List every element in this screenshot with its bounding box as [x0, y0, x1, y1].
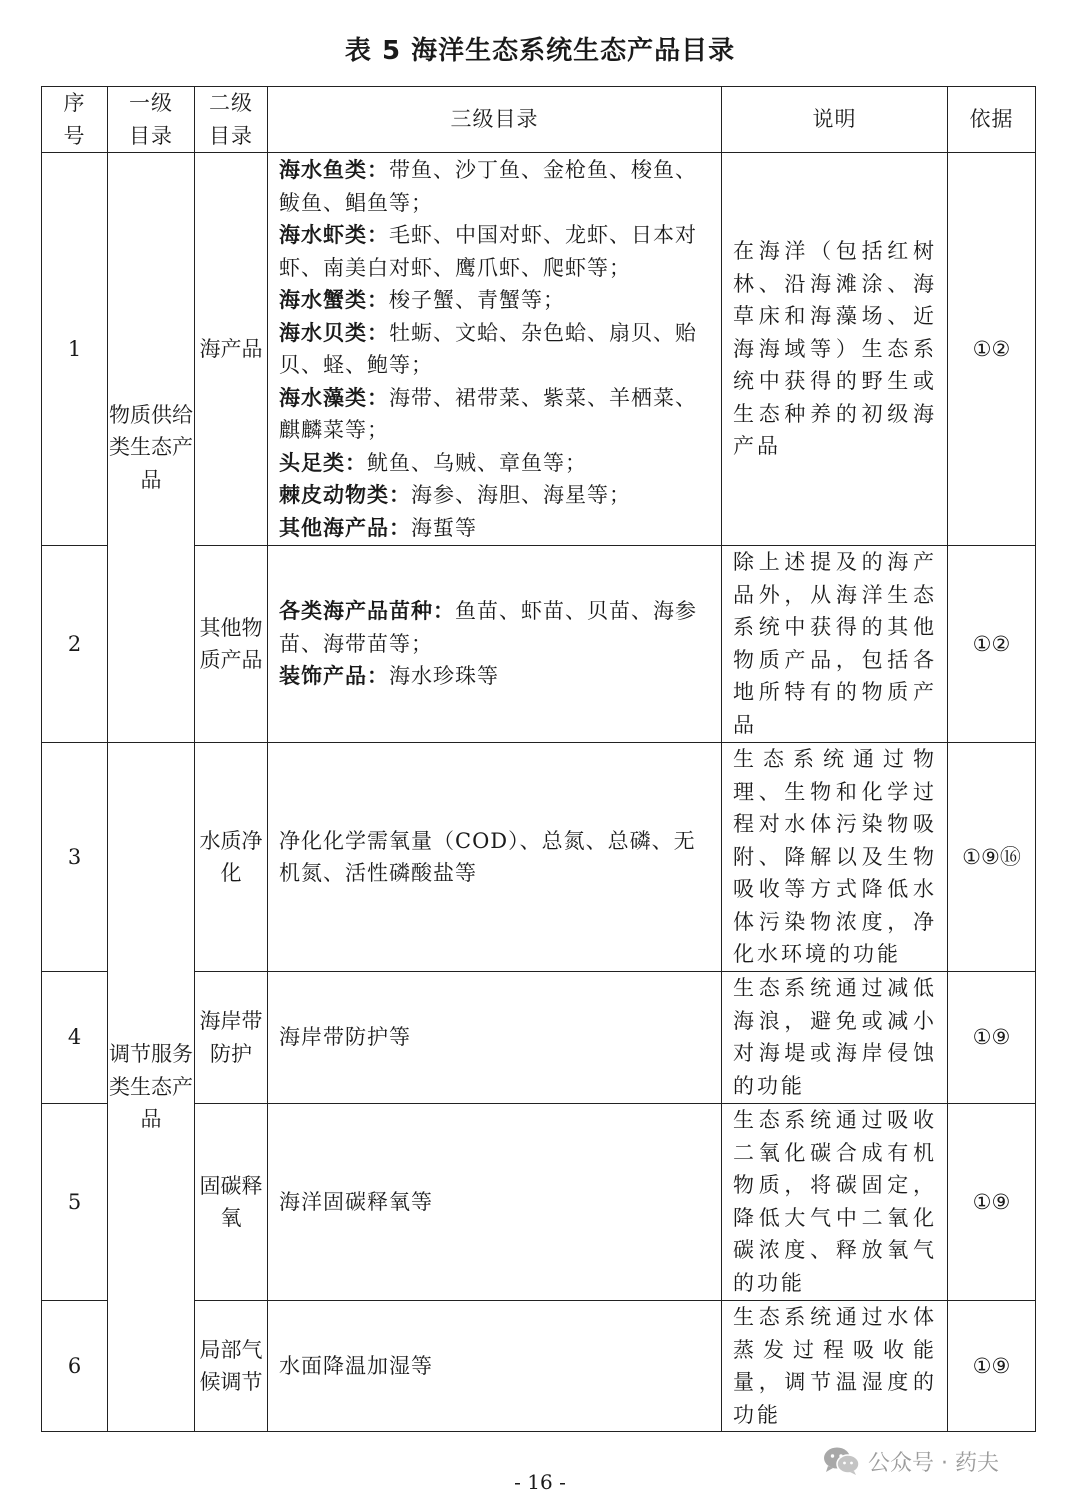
header-desc: 说明 [722, 87, 948, 153]
row-idx: 4 [42, 972, 108, 1104]
level3-entry: 海水鱼类：带鱼、沙丁鱼、金枪鱼、梭鱼、鲅鱼、鲳鱼等； [279, 158, 697, 215]
row-basis: ①⑨ [948, 972, 1036, 1104]
table-title: 表 5 海洋生态系统生态产品目录 [344, 36, 736, 66]
level3-entry: 海水贝类：牡蛎、文蛤、杂色蛤、扇贝、贻贝、蛏、鲍等； [279, 320, 697, 377]
level3-entry: 海岸带防护等 [279, 1025, 411, 1050]
row-idx: 1 [42, 153, 108, 546]
row-level2: 其他物质产品 [195, 546, 268, 743]
level3-entry: 净化化学需氧量（COD）、总氮、总磷、无机氮、活性磷酸盐等 [279, 828, 696, 885]
header-level2: 二级 目录 [195, 87, 268, 153]
row-level2: 固碳释氧 [195, 1104, 268, 1301]
header-idx: 序 号 [42, 87, 108, 153]
row-basis: ①⑨⑯ [948, 743, 1036, 972]
level3-entry: 棘皮动物类：海参、海胆、海星等； [279, 483, 631, 507]
row-desc: 在海洋（包括红树林、沿海滩涂、海草床和海藻场、近海海域等）生态系统中获得的野生或生态种养的初级海产品 [722, 153, 948, 546]
row-desc: 生态系统通过吸收二氧化碳合成有机物质，将碳固定，降低大气中二氧化碳浓度、释放氧气的功能 [722, 1104, 948, 1301]
row-idx: 5 [42, 1104, 108, 1301]
row-level2: 水质净化 [195, 743, 268, 972]
level3-entry: 海水虾类：毛虾、中国对虾、龙虾、日本对虾、南美白对虾、鹰爪虾、爬虾等； [279, 223, 697, 280]
level3-entry: 水面降温加湿等 [279, 1353, 433, 1378]
row-level2: 局部气候调节 [195, 1301, 268, 1432]
header-level3: 三级目录 [268, 87, 722, 153]
row-idx: 6 [42, 1301, 108, 1432]
row-level3 [268, 972, 722, 1104]
header-basis: 依据 [948, 87, 1036, 153]
level3-entry: 装饰产品：海水珍珠等 [279, 664, 499, 689]
row-basis: ①⑨ [948, 1301, 1036, 1432]
header-level1: 一级 目录 [108, 87, 195, 153]
row-basis: ①② [948, 153, 1036, 546]
level3-entry: 头足类：鱿鱼、乌贼、章鱼等； [279, 450, 587, 475]
row-idx: 3 [42, 743, 108, 972]
row-idx: 2 [42, 546, 108, 743]
level3-entry: 海水蟹类：梭子蟹、青蟹等； [279, 288, 565, 312]
row-basis: ①② [948, 546, 1036, 743]
level3-entry: 其他海产品：海蜇等 [279, 515, 477, 540]
row-level3 [268, 546, 722, 743]
level3-entry: 海水藻类：海带、裙带菜、紫菜、羊栖菜、麒麟菜等； [279, 385, 697, 442]
watermark-text: 公众号 · 药夫 [868, 1450, 999, 1476]
row-basis: ①⑨ [948, 1104, 1036, 1301]
row-desc: 除上述提及的海产品外，从海洋生态系统中获得的其他物质产品，包括各地所特有的物质产品 [722, 546, 948, 743]
level3-entry: 各类海产品苗种：鱼苗、虾苗、贝苗、海参苗、海带苗等； [279, 599, 697, 656]
row-level3 [268, 1301, 722, 1432]
level3-entry: 海洋固碳释氧等 [279, 1189, 433, 1214]
row-level3 [268, 153, 722, 546]
page-number: - 16 - [514, 1470, 566, 1494]
row-level3 [268, 1104, 722, 1301]
level1-group: 调节服务类生态产品 [108, 743, 195, 1432]
table-row [42, 743, 1036, 972]
row-desc: 生态系统通过水体蒸发过程吸收能量，调节温湿度的功能 [722, 1301, 948, 1432]
level1-group: 物质供给类生态产品 [108, 153, 195, 743]
row-desc: 生态系统通过减低海浪，避免或减小对海堤或海岸侵蚀的功能 [722, 972, 948, 1104]
row-desc: 生态系统通过物理、生物和化学过程对水体污染物吸附、降解以及生物吸收等方式降低水体污染物浓度，净化水环境的功能 [722, 743, 948, 972]
table-row [42, 153, 1036, 546]
catalog-table [41, 86, 1036, 1432]
header-row [42, 87, 1036, 153]
row-level3 [268, 743, 722, 972]
row-level2: 海岸带防护 [195, 972, 268, 1104]
row-level2: 海产品 [195, 153, 268, 546]
